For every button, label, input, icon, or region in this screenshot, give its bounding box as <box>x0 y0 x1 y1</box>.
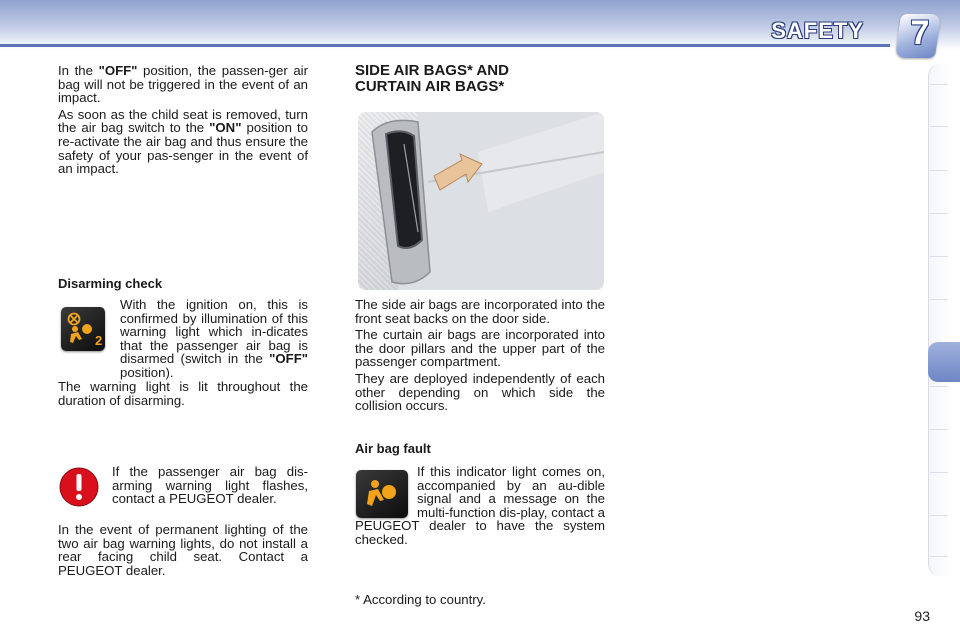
tab-divider <box>930 213 948 214</box>
tab-divider <box>930 126 948 127</box>
chapter-tab-strip <box>928 64 951 576</box>
airbag-fault-heading: Air bag fault <box>355 441 431 456</box>
deployment-text: They are deployed independently of each other depending on which side the collision occurs. <box>355 370 605 414</box>
page-number: 93 <box>914 608 930 624</box>
tab-divider <box>930 386 948 387</box>
tab-divider <box>930 515 948 516</box>
intro-text-block <box>58 64 308 176</box>
tab-divider <box>930 84 948 85</box>
side-curtain-text-block <box>355 298 605 413</box>
flashing-warning-text: If the passenger air bag dis-arming warning light flashes, contact a PEUGEOT dealer. <box>112 464 308 507</box>
disarming-duration-text: The warning light is lit throughout the duration of disarming. <box>58 379 308 408</box>
fault-description: If this indicator light comes on, accompanied by an au-dible signal and a message on the multi-function dis-play, contact a PEUGEOT dealer to have the system checked. <box>355 464 605 547</box>
footnote: * According to country. <box>355 592 486 607</box>
header-rule <box>0 44 890 47</box>
section-title: SAFETY <box>771 18 864 43</box>
chapter-number: 7 <box>910 14 930 52</box>
airbag-off-warning-icon <box>61 307 105 351</box>
curtain-airbag-text: The curtain air bags are incorporated into the door pillars and the upper part of the passenger compartment. <box>355 327 605 370</box>
reactivate-paragraph: As soon as the child seat is removed, turn the air bag switch to the "ON" position to re-activate the air bag and thus ensure the safety of your pas-senger in the event of an impact. <box>58 106 308 177</box>
tab-divider <box>930 472 948 473</box>
on-keyword: "ON" <box>209 120 242 136</box>
tab-divider <box>930 170 948 171</box>
permanent-lighting-text: In the event of permanent lighting of the two air bag warning lights, do not install a rear facing child seat. Contact a PEUGEOT dealer. <box>58 522 308 578</box>
exclamation-warning-icon <box>58 466 100 508</box>
tab-divider <box>930 256 948 257</box>
off-keyword: "OFF" <box>98 63 138 78</box>
svg-text:2: 2 <box>95 333 103 348</box>
side-airbag-text: The side air bags are incorporated into the front seat backs on the door side. <box>355 297 605 326</box>
icon-float-spacer <box>355 465 417 519</box>
off-position-paragraph: In the "OFF" position, the passen-ger air bag will not be triggered in the event of an impact. <box>58 63 308 106</box>
disarming-check-heading: Disarming check <box>58 276 163 291</box>
chapter-tab-active[interactable] <box>928 342 960 382</box>
tab-divider <box>930 429 948 430</box>
off-keyword: "OFF" <box>269 351 308 367</box>
disarming-description: With the ignition on, this is confirmed by illumination of this warning light which in-dicates that the passenger air bag is disarmed (switch in the "OFF" position). <box>120 297 308 380</box>
seat-side-airbag-photo <box>358 112 604 290</box>
side-airbags-heading: SIDE AIR BAGS* AND CURTAIN AIR BAGS* <box>355 62 509 95</box>
tab-divider <box>930 299 948 300</box>
tab-divider <box>930 556 948 557</box>
